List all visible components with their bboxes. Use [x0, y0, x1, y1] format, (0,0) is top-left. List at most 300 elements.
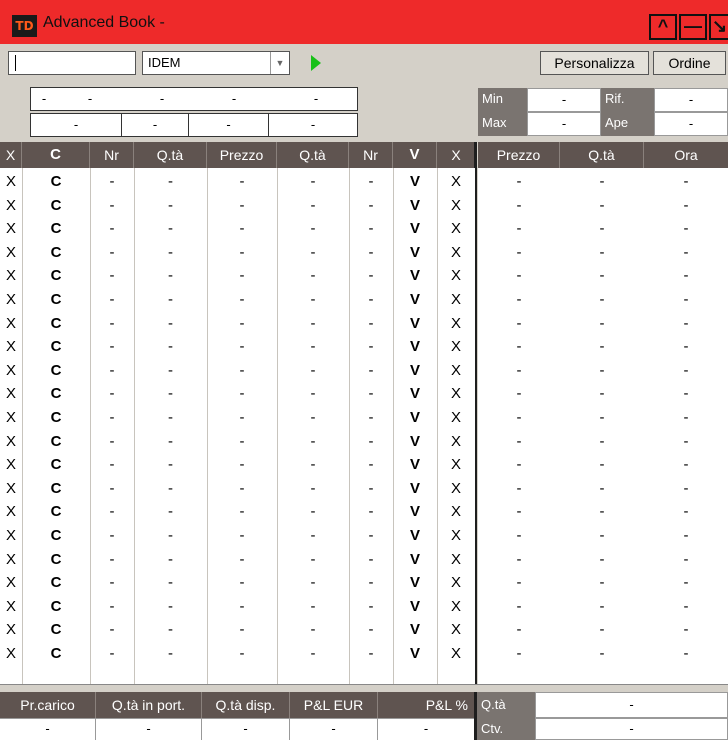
trade-qty-cell: - [599, 361, 605, 379]
trade-qty-cell: - [599, 338, 605, 356]
cancel-buy-cell[interactable]: X [5, 243, 16, 261]
sell-cell[interactable]: V [409, 432, 420, 450]
ctv-label: Ctv. [477, 718, 535, 740]
trade-qty-cell: - [599, 243, 605, 261]
book-row [0, 524, 475, 548]
price-cell: - [239, 503, 245, 521]
ape-value: - [654, 112, 728, 136]
sell-cell[interactable]: V [409, 479, 420, 497]
trade-qty-cell: - [599, 314, 605, 332]
bid-nr-cell: - [109, 432, 115, 450]
trade-row [478, 430, 728, 454]
bid-qty-cell: - [168, 550, 173, 568]
bid-qty-cell: - [168, 291, 173, 308]
position-values [0, 718, 475, 740]
cancel-sell-cell[interactable]: X [450, 503, 461, 521]
ask-nr-cell: - [368, 243, 374, 261]
position-header [0, 692, 475, 718]
bid-nr-cell: - [109, 645, 115, 662]
trade-row [478, 595, 728, 619]
cancel-buy-cell[interactable]: X [5, 432, 16, 450]
col-bid-nr: Nr [90, 142, 134, 168]
cancel-sell-cell[interactable]: X [450, 173, 461, 190]
bid-qty-cell: - [168, 432, 173, 450]
col-qty-available: Q.tà disp. [202, 692, 290, 718]
cancel-sell-cell[interactable]: X [450, 196, 461, 214]
buy-cell[interactable]: C [50, 550, 62, 568]
trade-price-cell: - [516, 267, 522, 285]
cancel-sell-cell[interactable]: X [450, 291, 461, 308]
cancel-sell-cell[interactable]: X [450, 456, 461, 474]
bid-qty-cell: - [168, 479, 173, 497]
buy-cell[interactable]: C [50, 338, 62, 356]
trade-qty-cell: - [599, 409, 605, 426]
bid-qty-cell: - [168, 574, 173, 592]
buy-cell[interactable]: C [50, 409, 62, 426]
sell-cell[interactable]: V [409, 291, 420, 308]
cancel-buy-cell[interactable]: X [5, 645, 16, 662]
col-pl-eur: P&L EUR [290, 692, 378, 718]
bid-nr-cell: - [109, 243, 115, 261]
price-cell: - [239, 243, 245, 261]
maximize-button[interactable]: ^ [649, 14, 677, 40]
sell-cell[interactable]: V [409, 409, 420, 426]
cancel-buy-cell[interactable]: X [5, 196, 16, 214]
trade-price-cell: - [516, 574, 522, 592]
bid-qty-cell: - [168, 621, 173, 639]
book-row [0, 241, 475, 265]
trade-row [478, 477, 728, 501]
cancel-sell-cell[interactable]: X [450, 597, 461, 615]
buy-cell[interactable]: C [50, 597, 62, 615]
bid-qty-cell: - [168, 243, 173, 261]
bid-qty-cell: - [168, 456, 173, 474]
cancel-buy-cell[interactable]: X [5, 220, 16, 238]
trade-qty-cell: - [599, 196, 605, 214]
cancel-sell-cell[interactable]: X [450, 574, 461, 592]
ask-qty-cell: - [310, 361, 316, 379]
trade-time-cell: - [683, 456, 689, 474]
summary-row-2 [30, 113, 358, 137]
sell-cell[interactable]: V [409, 338, 420, 356]
market-select[interactable] [142, 51, 290, 75]
trade-row [478, 288, 728, 312]
min-label: Min [478, 88, 527, 112]
trade-row [478, 453, 728, 477]
trade-qty-cell: - [599, 527, 605, 544]
trade-time-cell: - [683, 196, 689, 214]
trades-header [478, 142, 728, 168]
bid-qty-cell: - [168, 385, 173, 403]
window-title: Advanced Book - [43, 14, 165, 31]
price-cell: - [239, 621, 245, 639]
trade-row [478, 382, 728, 406]
sell-cell[interactable]: V [409, 220, 420, 238]
col-trade-qty: Q.tà [560, 142, 644, 168]
trade-row [478, 194, 728, 218]
chevron-down-icon[interactable]: ▼ [270, 52, 289, 74]
price-cell: - [239, 527, 245, 544]
buy-cell[interactable]: C [50, 196, 62, 214]
ask-nr-cell: - [368, 314, 374, 332]
play-icon[interactable] [311, 55, 321, 71]
ask-qty-cell: - [310, 574, 316, 592]
sell-cell[interactable]: V [409, 574, 420, 592]
market-select-value: IDEM [148, 55, 181, 70]
bid-qty-cell: - [168, 173, 173, 190]
cancel-buy-cell[interactable]: X [5, 267, 16, 285]
bid-nr-cell: - [109, 291, 115, 308]
trade-price-cell: - [516, 527, 522, 544]
buy-cell[interactable]: C [50, 456, 62, 474]
ask-nr-cell: - [368, 220, 374, 238]
cancel-buy-cell[interactable]: X [5, 361, 16, 379]
trade-price-cell: - [516, 479, 522, 497]
summary-cell: - [73, 117, 79, 132]
price-cell: - [239, 338, 245, 356]
trade-qty-cell: - [599, 456, 605, 474]
book-row [0, 500, 475, 524]
price-cell: - [239, 456, 245, 474]
ctv-value: - [535, 718, 728, 740]
trade-qty-cell: - [599, 267, 605, 285]
cancel-sell-cell[interactable]: X [450, 432, 461, 450]
personalizza-button[interactable]: Personalizza [540, 51, 649, 75]
book-row [0, 548, 475, 572]
cancel-buy-cell[interactable]: X [5, 173, 16, 190]
trade-price-cell: - [516, 597, 522, 615]
trade-price-cell: - [516, 243, 522, 261]
sell-cell[interactable]: V [409, 267, 420, 285]
bid-qty-cell: - [168, 361, 173, 379]
buy-cell[interactable]: C [50, 314, 62, 332]
book-row [0, 217, 475, 241]
trade-time-cell: - [683, 361, 689, 379]
ask-qty-cell: - [310, 550, 316, 568]
ordine-button[interactable]: Ordine [653, 51, 726, 75]
cancel-sell-cell[interactable]: X [450, 527, 461, 544]
cancel-buy-cell[interactable]: X [5, 527, 16, 544]
rif-label: Rif. [601, 88, 654, 112]
bid-qty-cell: - [168, 338, 173, 356]
cancel-buy-cell[interactable]: X [5, 597, 16, 615]
book-row [0, 406, 475, 430]
col-pl-pct: P&L % [378, 692, 475, 718]
ask-qty-cell: - [310, 196, 316, 214]
book-row [0, 477, 475, 501]
buy-cell[interactable]: C [50, 385, 62, 403]
price-cell: - [239, 645, 245, 662]
trade-time-cell: - [683, 621, 689, 639]
col-trade-price: Prezzo [478, 142, 560, 168]
trade-qty-cell: - [599, 621, 605, 639]
cancel-buy-cell[interactable]: X [5, 338, 16, 356]
bid-nr-cell: - [109, 456, 115, 474]
trade-row [478, 524, 728, 548]
cancel-sell-cell[interactable]: X [450, 385, 461, 403]
buy-cell[interactable]: C [50, 432, 62, 450]
price-cell: - [239, 173, 245, 190]
bid-nr-cell: - [109, 527, 115, 544]
cancel-sell-cell[interactable]: X [450, 338, 461, 356]
summary-cell: - [41, 91, 47, 106]
buy-cell[interactable]: C [50, 220, 62, 238]
buy-cell[interactable]: C [50, 173, 62, 190]
trade-qty-cell: - [599, 597, 605, 615]
cancel-buy-cell[interactable]: X [5, 503, 16, 521]
sell-cell[interactable]: V [409, 527, 420, 544]
ask-nr-cell: - [368, 621, 374, 639]
trade-qty-cell: - [599, 645, 605, 662]
trade-qty-cell: - [599, 385, 605, 403]
sell-cell[interactable]: V [409, 243, 420, 261]
trade-qty-cell: - [599, 432, 605, 450]
book-row [0, 571, 475, 595]
ask-qty-cell: - [310, 527, 316, 544]
trade-time-cell: - [683, 173, 689, 190]
trade-qty-cell: - [599, 503, 605, 521]
buy-cell[interactable]: C [50, 621, 62, 639]
book-row [0, 335, 475, 359]
ask-nr-cell: - [368, 338, 374, 356]
sell-cell[interactable]: V [409, 645, 420, 662]
bid-nr-cell: - [109, 173, 115, 190]
col-trade-time: Ora [674, 147, 698, 163]
price-cell: - [239, 409, 245, 426]
trade-time-cell: - [683, 645, 689, 662]
trade-time-cell: - [683, 527, 689, 544]
trade-price-cell: - [516, 456, 522, 474]
sell-cell[interactable]: V [409, 361, 420, 379]
price-cell: - [239, 574, 245, 592]
ask-nr-cell: - [368, 385, 374, 403]
ask-nr-cell: - [368, 173, 374, 190]
col-buy[interactable]: C [22, 142, 90, 168]
sell-cell[interactable]: V [409, 550, 420, 568]
bid-nr-cell: - [109, 550, 115, 568]
sell-cell[interactable]: V [409, 503, 420, 521]
close-button[interactable]: ↘ [709, 14, 728, 40]
summary-cell: - [310, 117, 316, 132]
ape-label: Ape [601, 112, 654, 136]
ask-qty-cell: - [310, 503, 316, 521]
trade-price-cell: - [516, 621, 522, 639]
trade-time-cell: - [683, 291, 689, 308]
trade-qty-cell: - [599, 550, 605, 568]
sell-cell[interactable]: V [409, 173, 420, 190]
trade-qty-cell: - [599, 479, 605, 497]
col-qty-portfolio: Q.tà in port. [96, 692, 202, 718]
col-price: Prezzo [207, 142, 277, 168]
trade-price-cell: - [516, 550, 522, 568]
buy-cell[interactable]: C [50, 574, 62, 592]
trade-time-cell: - [683, 314, 689, 332]
col-bid-qty: Q.tà [134, 142, 207, 168]
bid-nr-cell: - [109, 574, 115, 592]
bid-nr-cell: - [109, 409, 115, 426]
pl-pct-value: - [378, 718, 475, 740]
bid-nr-cell: - [109, 314, 115, 332]
trade-row [478, 335, 728, 359]
cancel-sell-cell[interactable]: X [450, 409, 461, 426]
trade-row [478, 312, 728, 336]
cancel-sell-cell[interactable]: X [450, 645, 461, 662]
cancel-sell-cell[interactable]: X [450, 361, 461, 379]
sell-cell[interactable]: V [409, 621, 420, 639]
trade-qty-cell: - [599, 220, 605, 238]
col-ask-nr: Nr [349, 142, 393, 168]
bid-nr-cell: - [109, 196, 115, 214]
ask-qty-cell: - [310, 267, 316, 285]
trade-time-cell: - [683, 267, 689, 285]
book-row [0, 382, 475, 406]
bottom-separator[interactable] [0, 684, 728, 692]
cancel-sell-cell[interactable]: X [450, 621, 461, 639]
trade-time-cell: - [683, 385, 689, 403]
qty-available-value: - [202, 718, 290, 740]
bid-qty-cell: - [168, 267, 173, 285]
trade-row [478, 359, 728, 383]
buy-cell[interactable]: C [50, 527, 62, 544]
buy-cell[interactable]: C [50, 267, 62, 285]
buy-cell[interactable]: C [50, 479, 62, 497]
col-pr-carico: Pr.carico [0, 692, 96, 718]
trade-time-cell: - [683, 550, 689, 568]
sell-cell[interactable]: V [409, 456, 420, 474]
trade-row [478, 264, 728, 288]
sell-cell[interactable]: V [409, 196, 420, 214]
pr-carico-value: - [0, 718, 96, 740]
trade-price-cell: - [516, 173, 522, 190]
cancel-sell-cell[interactable]: X [450, 479, 461, 497]
trade-qty-cell: - [599, 574, 605, 592]
trade-row [478, 548, 728, 572]
max-value: - [527, 112, 601, 136]
summary-cell: - [313, 91, 319, 106]
col-cancel-sell[interactable]: X [451, 147, 461, 163]
price-cell: - [239, 479, 245, 497]
bid-nr-cell: - [109, 385, 115, 403]
cancel-buy-cell[interactable]: X [5, 456, 16, 474]
trade-time-cell: - [683, 409, 689, 426]
minimize-button[interactable]: — [679, 14, 707, 40]
ask-qty-cell: - [310, 645, 316, 662]
ask-nr-cell: - [368, 597, 374, 615]
price-cell: - [239, 550, 245, 568]
cancel-sell-cell[interactable]: X [450, 550, 461, 568]
cancel-buy-cell[interactable]: X [5, 385, 16, 403]
buy-cell[interactable]: C [50, 243, 62, 261]
cancel-buy-cell[interactable]: X [5, 291, 16, 308]
summary-cell: - [159, 91, 165, 106]
trade-row [478, 500, 728, 524]
ask-nr-cell: - [368, 527, 374, 544]
trade-price-cell: - [516, 291, 522, 308]
trade-price-cell: - [516, 196, 522, 214]
cancel-buy-cell[interactable]: X [5, 314, 16, 332]
ask-qty-cell: - [310, 597, 316, 615]
buy-cell[interactable]: C [50, 291, 62, 308]
ask-nr-cell: - [368, 267, 374, 285]
ask-nr-cell: - [368, 291, 374, 308]
price-cell: - [239, 220, 245, 238]
book-header [0, 142, 475, 168]
ask-qty-cell: - [310, 220, 316, 238]
trade-time-cell: - [683, 574, 689, 592]
ask-nr-cell: - [368, 574, 374, 592]
book-row [0, 618, 475, 642]
ask-nr-cell: - [368, 361, 374, 379]
ask-nr-cell: - [368, 409, 374, 426]
bid-qty-cell: - [168, 409, 173, 426]
ask-qty-cell: - [310, 456, 316, 474]
col-cancel-buy[interactable]: X [0, 142, 22, 168]
cancel-sell-cell[interactable]: X [450, 267, 461, 285]
sell-cell[interactable]: V [409, 314, 420, 332]
buy-cell[interactable]: C [50, 645, 62, 662]
price-cell: - [239, 597, 245, 615]
trade-row [478, 217, 728, 241]
trade-price-cell: - [516, 385, 522, 403]
trade-price-cell: - [516, 645, 522, 662]
ask-qty-cell: - [310, 409, 316, 426]
trade-row [478, 642, 728, 666]
price-cell: - [239, 385, 245, 403]
cancel-buy-cell[interactable]: X [5, 621, 16, 639]
trade-row [478, 406, 728, 430]
qta-label: Q.tà [477, 692, 535, 718]
buy-cell[interactable]: C [50, 503, 62, 521]
cancel-buy-cell[interactable]: X [5, 574, 16, 592]
cancel-sell-cell[interactable]: X [450, 243, 461, 261]
cancel-sell-cell[interactable]: X [450, 220, 461, 238]
ask-nr-cell: - [368, 479, 374, 497]
price-cell: - [239, 314, 245, 332]
bid-nr-cell: - [109, 597, 115, 615]
bid-qty-cell: - [168, 220, 173, 238]
bid-qty-cell: - [168, 645, 173, 662]
cancel-sell-cell[interactable]: X [450, 314, 461, 332]
book-row [0, 595, 475, 619]
bid-qty-cell: - [168, 527, 173, 544]
col-sell[interactable]: V [393, 142, 437, 168]
trade-qty-cell: - [599, 173, 605, 190]
ask-nr-cell: - [368, 456, 374, 474]
bid-nr-cell: - [109, 503, 115, 521]
sell-cell[interactable]: V [409, 385, 420, 403]
sell-cell[interactable]: V [409, 597, 420, 615]
bid-qty-cell: - [168, 196, 173, 214]
trade-price-cell: - [516, 409, 522, 426]
trade-row [478, 170, 728, 194]
trade-time-cell: - [683, 338, 689, 356]
cancel-buy-cell[interactable]: X [5, 479, 16, 497]
trade-qty-cell: - [599, 291, 605, 308]
book-row [0, 642, 475, 666]
ask-qty-cell: - [310, 338, 316, 356]
cancel-buy-cell[interactable]: X [5, 409, 16, 426]
buy-cell[interactable]: C [50, 361, 62, 379]
trade-time-cell: - [683, 503, 689, 521]
bid-nr-cell: - [109, 479, 115, 497]
book-row [0, 264, 475, 288]
rif-value: - [654, 88, 728, 112]
qta-value: - [535, 692, 728, 718]
trade-row [478, 241, 728, 265]
cancel-buy-cell[interactable]: X [5, 550, 16, 568]
price-cell: - [239, 361, 245, 379]
symbol-input[interactable] [8, 51, 136, 75]
